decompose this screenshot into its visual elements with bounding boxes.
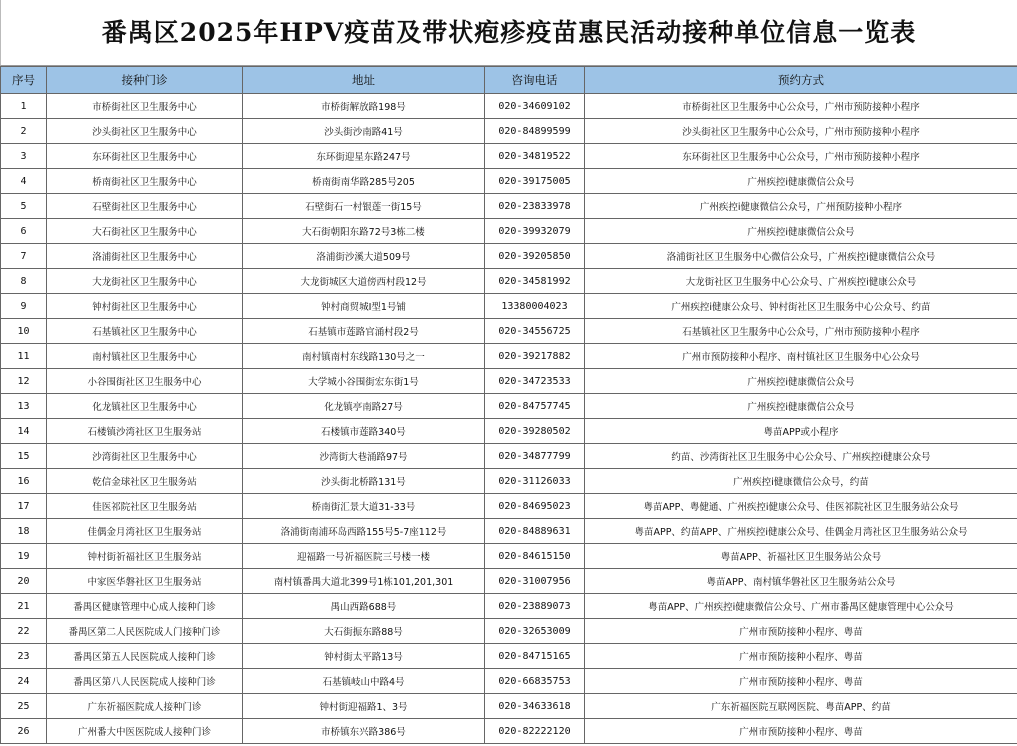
cell-booking-method[interactable]: 洛浦街社区卫生服务中心微信公众号，广州疾控i健康微信公众号: [585, 244, 1017, 269]
cell-clinic[interactable]: 广东祈福医院成人接种门诊: [47, 694, 243, 719]
header-booking-method[interactable]: 预约方式: [585, 67, 1017, 94]
table-row: [1, 169, 1017, 194]
cell-index[interactable]: 8: [1, 269, 47, 294]
cell-index[interactable]: 12: [1, 369, 47, 394]
cell-address[interactable]: 钟村商贸城I型1号铺: [243, 294, 485, 319]
cell-booking-method[interactable]: 粤苗APP、南村镇华磐社区卫生服务站公众号: [585, 569, 1017, 594]
cell-address[interactable]: 石楼镇市莲路340号: [243, 419, 485, 444]
cell-clinic[interactable]: 洛浦街社区卫生服务中心: [47, 244, 243, 269]
cell-index[interactable]: 17: [1, 494, 47, 519]
cell-booking-method[interactable]: 广州疾控i健康微信公众号: [585, 369, 1017, 394]
table-header-row: [1, 67, 1017, 94]
cell-booking-method[interactable]: 粤苗APP、粤健通、广州疾控i健康公众号、佳医祁院社区卫生服务站公众号: [585, 494, 1017, 519]
table-row: [1, 194, 1017, 219]
table-row: [1, 394, 1017, 419]
cell-index[interactable]: 9: [1, 294, 47, 319]
cell-index[interactable]: 22: [1, 619, 47, 644]
cell-address[interactable]: 沙头街沙南路41号: [243, 119, 485, 144]
table-row: [1, 369, 1017, 394]
cell-booking-method[interactable]: 市桥街社区卫生服务中心公众号，广州市预防接种小程序: [585, 94, 1017, 119]
cell-index[interactable]: 19: [1, 544, 47, 569]
cell-booking-method[interactable]: 广州市预防接种小程序、南村镇社区卫生服务中心公众号: [585, 344, 1017, 369]
cell-address[interactable]: 石壁街石一村银莲一街15号: [243, 194, 485, 219]
cell-phone[interactable]: 020-34723533: [485, 369, 585, 394]
cell-clinic[interactable]: 市桥街社区卫生服务中心: [47, 94, 243, 119]
cell-clinic[interactable]: 番禺区第二人民医院成人门接种门诊: [47, 619, 243, 644]
table-row: [1, 319, 1017, 344]
table-row: [1, 294, 1017, 319]
cell-booking-method[interactable]: 广州市预防接种小程序、粤苗: [585, 669, 1017, 694]
cell-index[interactable]: 16: [1, 469, 47, 494]
table-row: [1, 219, 1017, 244]
cell-index[interactable]: 10: [1, 319, 47, 344]
cell-index[interactable]: 3: [1, 144, 47, 169]
cell-phone[interactable]: 020-84615150: [485, 544, 585, 569]
cell-index[interactable]: 1: [1, 94, 47, 119]
cell-address[interactable]: 钟村街迎福路1、3号: [243, 694, 485, 719]
cell-clinic[interactable]: 番禺区健康管理中心成人接种门诊: [47, 594, 243, 619]
cell-clinic[interactable]: 大石街社区卫生服务中心: [47, 219, 243, 244]
cell-clinic[interactable]: 钟村街社区卫生服务中心: [47, 294, 243, 319]
cell-clinic[interactable]: 大龙街社区卫生服务中心: [47, 269, 243, 294]
cell-phone[interactable]: 020-34581992: [485, 269, 585, 294]
table-row: [1, 344, 1017, 369]
cell-phone[interactable]: 020-23889073: [485, 594, 585, 619]
cell-index[interactable]: 2: [1, 119, 47, 144]
table-row: [1, 419, 1017, 444]
cell-address[interactable]: 大龙街城区大道傍西村段12号: [243, 269, 485, 294]
cell-address[interactable]: 市桥镇东兴路386号: [243, 719, 485, 744]
cell-index[interactable]: 20: [1, 569, 47, 594]
cell-index[interactable]: 26: [1, 719, 47, 744]
cell-booking-method[interactable]: 沙头街社区卫生服务中心公众号，广州市预防接种小程序: [585, 119, 1017, 144]
table-row: [1, 594, 1017, 619]
cell-address[interactable]: 大学城小谷围街宏东街1号: [243, 369, 485, 394]
cell-address[interactable]: 沙头街北桥路131号: [243, 469, 485, 494]
cell-booking-method[interactable]: 广州市预防接种小程序、粤苗: [585, 619, 1017, 644]
cell-phone[interactable]: 020-39205850: [485, 244, 585, 269]
table-row: [1, 444, 1017, 469]
cell-clinic[interactable]: 化龙镇社区卫生服务中心: [47, 394, 243, 419]
cell-clinic[interactable]: 东环街社区卫生服务中心: [47, 144, 243, 169]
cell-phone[interactable]: 020-23833978: [485, 194, 585, 219]
cell-phone[interactable]: 020-66835753: [485, 669, 585, 694]
table-row: [1, 619, 1017, 644]
cell-booking-method[interactable]: 广州疾控i健康微信公众号: [585, 394, 1017, 419]
cell-address[interactable]: 沙湾街大巷涌路97号: [243, 444, 485, 469]
cell-index[interactable]: 5: [1, 194, 47, 219]
cell-phone[interactable]: 020-84715165: [485, 644, 585, 669]
table-row: [1, 94, 1017, 119]
cell-clinic[interactable]: 桥南街社区卫生服务中心: [47, 169, 243, 194]
header-clinic[interactable]: 接种门诊: [47, 67, 243, 94]
cell-clinic[interactable]: 中家医华磐社区卫生服务站: [47, 569, 243, 594]
cell-clinic[interactable]: 广州番大中医医院成人接种门诊: [47, 719, 243, 744]
cell-phone[interactable]: 020-34609102: [485, 94, 585, 119]
table-row: [1, 119, 1017, 144]
cell-address[interactable]: 石基镇市莲路官涌村段2号: [243, 319, 485, 344]
cell-clinic[interactable]: 石壁街社区卫生服务中心: [47, 194, 243, 219]
cell-phone[interactable]: 020-31007956: [485, 569, 585, 594]
cell-index[interactable]: 14: [1, 419, 47, 444]
cell-booking-method[interactable]: 广州市预防接种小程序、粤苗: [585, 644, 1017, 669]
cell-index[interactable]: 15: [1, 444, 47, 469]
cell-phone[interactable]: 020-34633618: [485, 694, 585, 719]
cell-booking-method[interactable]: 粤苗APP、祈福社区卫生服务站公众号: [585, 544, 1017, 569]
cell-booking-method[interactable]: 大龙街社区卫生服务中心公众号、广州疾控i健康公众号: [585, 269, 1017, 294]
cell-address[interactable]: 钟村街太平路13号: [243, 644, 485, 669]
cell-clinic[interactable]: 番禺区第五人民医院成人接种门诊: [47, 644, 243, 669]
cell-address[interactable]: 洛浦街南浦环岛西路155号5-7座112号: [243, 519, 485, 544]
cell-phone[interactable]: 020-31126033: [485, 469, 585, 494]
cell-phone[interactable]: 020-34556725: [485, 319, 585, 344]
cell-clinic[interactable]: 佳医祁院社区卫生服务站: [47, 494, 243, 519]
cell-booking-method[interactable]: 广州疾控i健康微信公众号，广州预防接种小程序: [585, 194, 1017, 219]
cell-clinic[interactable]: 沙湾街社区卫生服务中心: [47, 444, 243, 469]
cell-address[interactable]: 南村镇南村东线路130号之一: [243, 344, 485, 369]
cell-clinic[interactable]: 番禺区第八人民医院成人接种门诊: [47, 669, 243, 694]
table-row: [1, 494, 1017, 519]
cell-clinic[interactable]: 南村镇社区卫生服务中心: [47, 344, 243, 369]
cell-index[interactable]: 13: [1, 394, 47, 419]
header-phone[interactable]: 咨询电话: [485, 67, 585, 94]
cell-phone[interactable]: 020-34877799: [485, 444, 585, 469]
cell-index[interactable]: 23: [1, 644, 47, 669]
header-address[interactable]: 地址: [243, 67, 485, 94]
cell-address[interactable]: 迎福路一号祈福医院三号楼一楼: [243, 544, 485, 569]
cell-clinic[interactable]: 沙头街社区卫生服务中心: [47, 119, 243, 144]
cell-index[interactable]: 11: [1, 344, 47, 369]
cell-address[interactable]: 大石街振东路88号: [243, 619, 485, 644]
cell-clinic[interactable]: 佳偶金月湾社区卫生服务站: [47, 519, 243, 544]
cell-booking-method[interactable]: 广州疾控i健康微信公众号: [585, 219, 1017, 244]
table-row: [1, 469, 1017, 494]
cell-index[interactable]: 18: [1, 519, 47, 544]
cell-address[interactable]: 桥南街南华路285号205: [243, 169, 485, 194]
cell-booking-method[interactable]: 粤苗APP、约苗APP、广州疾控i健康公众号、佳偶金月湾社区卫生服务站公众号: [585, 519, 1017, 544]
cell-clinic[interactable]: 钟村街祈福社区卫生服务站: [47, 544, 243, 569]
cell-booking-method[interactable]: 约苗、沙湾街社区卫生服务中心公众号、广州疾控i健康公众号: [585, 444, 1017, 469]
cell-phone[interactable]: 020-39932079: [485, 219, 585, 244]
cell-booking-method[interactable]: 广州市预防接种小程序、粤苗: [585, 719, 1017, 744]
page-title: 番禺区2025年HPV疫苗及带状疱疹疫苗惠民活动接种单位信息一览表: [0, 0, 1017, 66]
table-row: [1, 544, 1017, 569]
cell-phone[interactable]: 020-39175005: [485, 169, 585, 194]
cell-address[interactable]: 大石街朝阳东路72号3栋二楼: [243, 219, 485, 244]
cell-address[interactable]: 市桥街解放路198号: [243, 94, 485, 119]
cell-phone[interactable]: 020-84889631: [485, 519, 585, 544]
cell-booking-method[interactable]: 广州疾控i健康微信公众号: [585, 169, 1017, 194]
cell-booking-method[interactable]: 广州疾控i健康微信公众号，约苗: [585, 469, 1017, 494]
table-row: [1, 669, 1017, 694]
table-row: [1, 569, 1017, 594]
table-row: [1, 144, 1017, 169]
table-row: [1, 719, 1017, 744]
cell-address[interactable]: 洛浦街沙溪大道509号: [243, 244, 485, 269]
cell-address[interactable]: 桥南街汇景大道31-33号: [243, 494, 485, 519]
cell-booking-method[interactable]: 广东祈福医院互联网医院、粤苗APP、约苗: [585, 694, 1017, 719]
cell-address[interactable]: 石基镇岐山中路4号: [243, 669, 485, 694]
vaccination-sites-table: [0, 66, 1017, 744]
cell-phone[interactable]: 020-32653009: [485, 619, 585, 644]
cell-booking-method[interactable]: 粤苗APP或小程序: [585, 419, 1017, 444]
cell-index[interactable]: 24: [1, 669, 47, 694]
cell-address[interactable]: 东环街迎星东路247号: [243, 144, 485, 169]
cell-index[interactable]: 4: [1, 169, 47, 194]
cell-phone[interactable]: 020-34819522: [485, 144, 585, 169]
cell-clinic[interactable]: 小谷围街社区卫生服务中心: [47, 369, 243, 394]
table-row: [1, 269, 1017, 294]
cell-booking-method[interactable]: 石基镇社区卫生服务中心公众号，广州市预防接种小程序: [585, 319, 1017, 344]
table-row: [1, 519, 1017, 544]
table-body: [1, 94, 1017, 744]
cell-address[interactable]: 禺山西路688号: [243, 594, 485, 619]
table-row: [1, 694, 1017, 719]
cell-address[interactable]: 化龙镇亭南路27号: [243, 394, 485, 419]
table-row: [1, 644, 1017, 669]
cell-booking-method[interactable]: 广州疾控i健康公众号、钟村街社区卫生服务中心公众号、约苗: [585, 294, 1017, 319]
cell-clinic[interactable]: 石楼镇沙湾社区卫生服务站: [47, 419, 243, 444]
cell-address[interactable]: 南村镇番禺大道北399号1栋101,201,301: [243, 569, 485, 594]
cell-clinic[interactable]: 乾信金球社区卫生服务站: [47, 469, 243, 494]
cell-index[interactable]: 6: [1, 219, 47, 244]
table-row: [1, 244, 1017, 269]
cell-index[interactable]: 7: [1, 244, 47, 269]
cell-booking-method[interactable]: 粤苗APP、广州疾控i健康微信公众号、广州市番禺区健康管理中心公众号: [585, 594, 1017, 619]
cell-phone[interactable]: 020-84899599: [485, 119, 585, 144]
cell-phone[interactable]: 020-84757745: [485, 394, 585, 419]
cell-phone[interactable]: 020-39217882: [485, 344, 585, 369]
cell-phone[interactable]: 020-84695023: [485, 494, 585, 519]
cell-index[interactable]: 25: [1, 694, 47, 719]
cell-clinic[interactable]: 石基镇社区卫生服务中心: [47, 319, 243, 344]
cell-phone[interactable]: 13380004023: [485, 294, 585, 319]
cell-booking-method[interactable]: 东环街社区卫生服务中心公众号，广州市预防接种小程序: [585, 144, 1017, 169]
cell-phone[interactable]: 020-82222120: [485, 719, 585, 744]
cell-phone[interactable]: 020-39280502: [485, 419, 585, 444]
header-index[interactable]: 序号: [1, 67, 47, 94]
cell-index[interactable]: 21: [1, 594, 47, 619]
